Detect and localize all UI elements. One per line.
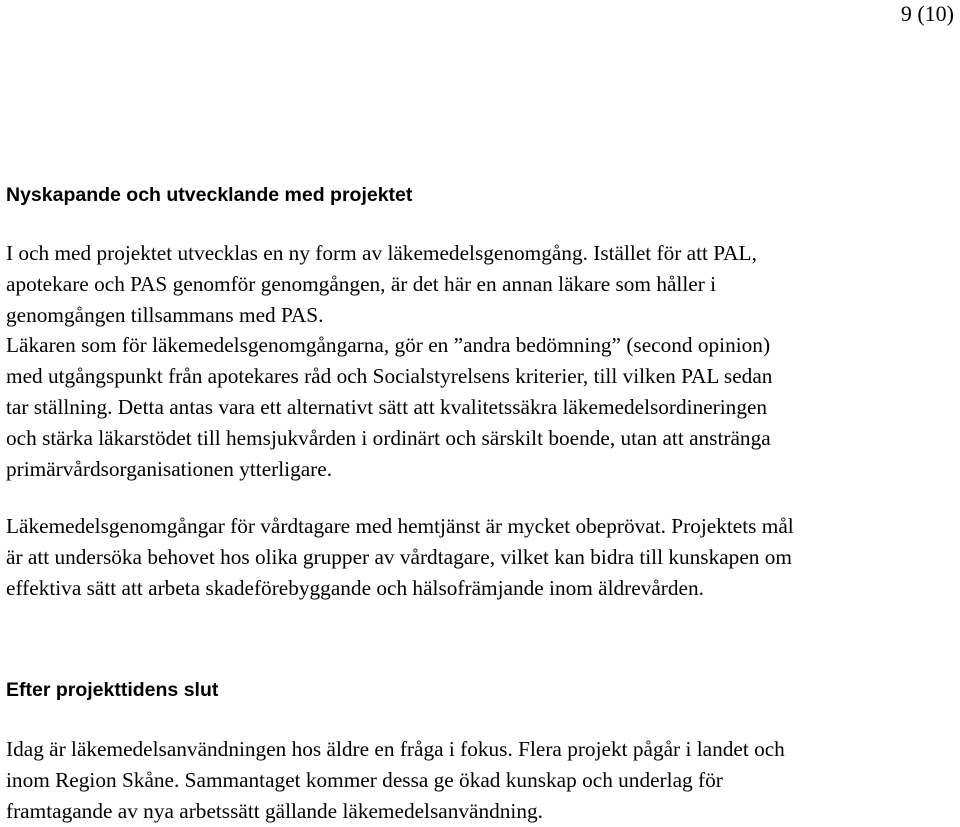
paragraph-intro	[6, 238, 956, 331]
section-heading-nyskapande: Nyskapande och utvecklande med projektet	[6, 184, 413, 206]
paragraph-second-opinion	[6, 330, 956, 485]
text-line: primärvårdsorganisationen ytterligare.	[6, 456, 333, 481]
section-heading-efter-projekttiden: Efter projekttidens slut	[6, 679, 219, 701]
text-line: och stärka läkarstödet till hemsjukvården i ordinärt och särskilt boende, utan att anstränga	[6, 425, 771, 450]
paragraph-project-goal	[6, 511, 956, 604]
text-line: genomgången tillsammans med PAS.	[6, 302, 324, 327]
text-line: är att undersöka behovet hos olika grupper av vårdtagare, vilket kan bidra till kunskapen om	[6, 544, 792, 569]
text-line: Läkaren som för läkemedelsgenomgångarna, gör en ”andra bedömning” (second opinion)	[6, 333, 771, 357]
text-line: I och med projektet utvecklas en ny form av läkemedelsgenomgång. Istället för att PAL,	[6, 241, 757, 265]
text-line: Idag är läkemedelsanvändningen hos äldre en fråga i fokus. Flera projekt pågår i landet och	[6, 737, 785, 761]
text-line: Läkemedelsgenomgångar för vårdtagare med hemtjänst är mycket obeprövat. Projektets mål	[6, 514, 794, 538]
text-line: med utgångspunkt från apotekares råd och Socialstyrelsens kriterier, till vilken PAL sedan	[6, 363, 773, 388]
text-line: framtagande av nya arbetssätt gällande läkemedelsanvändning.	[6, 798, 543, 823]
text-line: apotekare och PAS genomför genomgången, är det här en annan läkare som håller i	[6, 271, 717, 296]
paragraph-after-project	[6, 734, 956, 827]
text-line: inom Region Skåne. Sammantaget kommer dessa ge ökad kunskap och underlag för	[6, 767, 723, 792]
text-line: tar ställning. Detta antas vara ett alternativt sätt att kvalitetssäkra läkemedelsordineringen	[6, 394, 768, 419]
page-number: 9 (10)	[900, 1, 954, 26]
text-line: effektiva sätt att arbeta skadeförebyggande och hälsofrämjande inom äldrevården.	[6, 575, 704, 600]
